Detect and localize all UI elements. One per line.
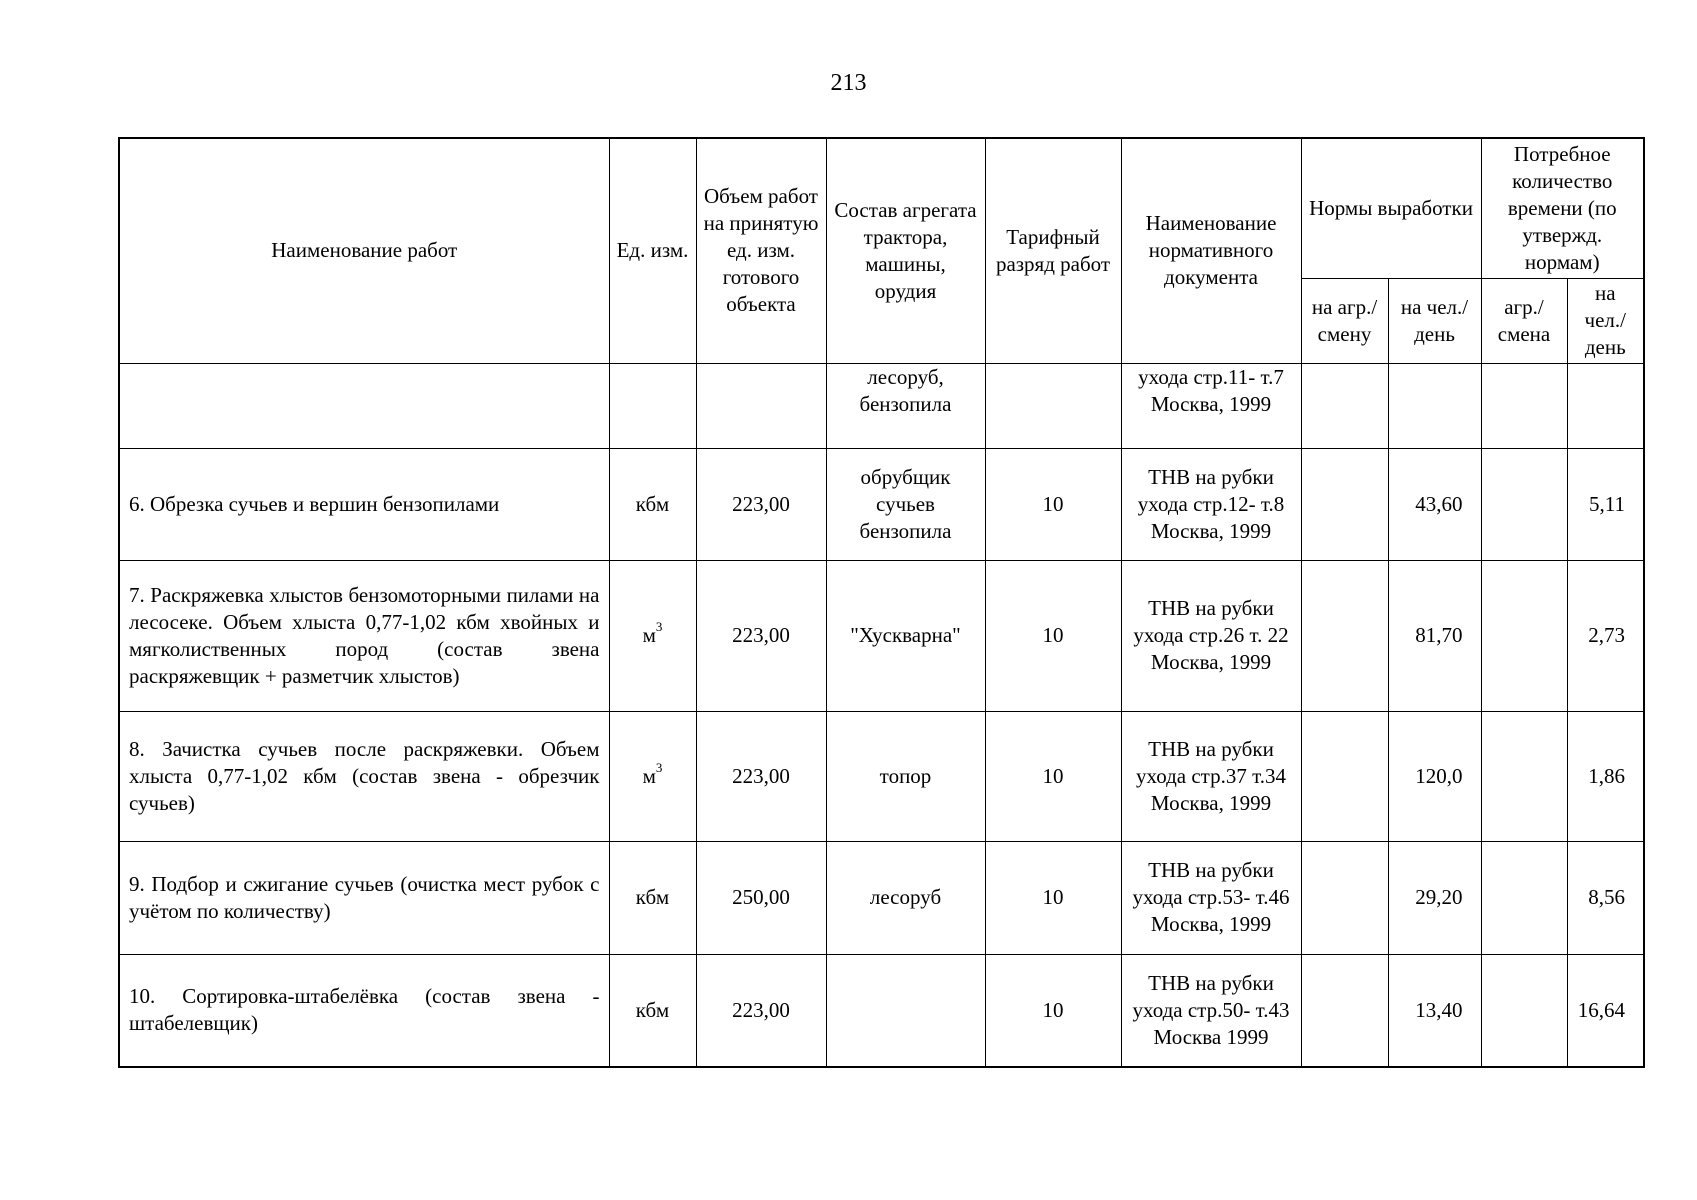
header-composition: Состав агрегата трактора, машины, орудия — [826, 138, 985, 363]
norm-person-cell: 81,70 — [1388, 560, 1481, 711]
table-row — [119, 711, 1644, 841]
volume-cell: 223,00 — [696, 954, 826, 1067]
volume-cell: 223,00 — [696, 560, 826, 711]
document-cell: ТНВ на рубки ухода стр.53- т.46 Москва, 1999 — [1121, 841, 1301, 954]
table-header — [119, 138, 1644, 363]
page-number: 213 — [830, 70, 867, 96]
work-name-cell: 9. Подбор и сжигание сучьев (очистка мест рубок с учётом по количеству) — [119, 841, 609, 954]
time-agr-cell — [1481, 711, 1567, 841]
time-agr-cell — [1481, 363, 1567, 448]
work-norms-table — [118, 137, 1645, 1068]
volume-cell: 223,00 — [696, 448, 826, 560]
time-agr-cell — [1481, 560, 1567, 711]
composition-cell: лесоруб, бензопила — [826, 363, 985, 448]
header-work-name: Наименование работ — [119, 138, 609, 363]
norm-person-cell: 43,60 — [1388, 448, 1481, 560]
unit-cell — [609, 841, 696, 954]
header-norms: Нормы выработки — [1301, 138, 1481, 278]
time-person-cell: 1,86 — [1567, 711, 1644, 841]
header-time-needed: Потребное количество времени (по утвержд. нормам) — [1481, 138, 1644, 278]
tariff-cell — [985, 363, 1121, 448]
time-agr-cell — [1481, 841, 1567, 954]
tariff-cell: 10 — [985, 448, 1121, 560]
unit-text: кбм — [635, 491, 670, 516]
volume-cell — [696, 363, 826, 448]
time-person-cell: 2,73 — [1567, 560, 1644, 711]
norm-person-cell: 29,20 — [1388, 841, 1481, 954]
table-row — [119, 841, 1644, 954]
norm-agr-cell — [1301, 448, 1388, 560]
document-cell: ТНВ на рубки ухода стр.37 т.34 Москва, 1999 — [1121, 711, 1301, 841]
unit-exponent: 3 — [655, 619, 663, 634]
unit-cell — [609, 448, 696, 560]
composition-cell — [826, 954, 985, 1067]
time-person-cell: 5,11 — [1567, 448, 1644, 560]
work-name-cell: 10. Сортировка-штабелёвка (состав звена - штабелевщик) — [119, 954, 609, 1067]
header-norms-agr: на агр./ смену — [1301, 278, 1388, 363]
norm-agr-cell — [1301, 560, 1388, 711]
table-row — [119, 448, 1644, 560]
composition-cell: топор — [826, 711, 985, 841]
time-person-cell: 8,56 — [1567, 841, 1644, 954]
time-agr-cell — [1481, 448, 1567, 560]
composition-cell: лесоруб — [826, 841, 985, 954]
header-volume: Объем работ на принятую ед. изм. готового объекта — [696, 138, 826, 363]
header-time-person: на чел./ день — [1567, 278, 1644, 363]
volume-cell: 250,00 — [696, 841, 826, 954]
tariff-cell: 10 — [985, 954, 1121, 1067]
norm-person-cell: 13,40 — [1388, 954, 1481, 1067]
document-cell: ухода стр.11- т.7 Москва, 1999 — [1121, 363, 1301, 448]
unit-text: м — [642, 623, 656, 647]
norm-person-cell: 120,0 — [1388, 711, 1481, 841]
header-document: Наименование нормативного документа — [1121, 138, 1301, 363]
composition-cell: "Хускварна" — [826, 560, 985, 711]
time-person-cell: 16,64 — [1567, 954, 1644, 1067]
tariff-cell: 10 — [985, 560, 1121, 711]
tariff-cell: 10 — [985, 711, 1121, 841]
table-row — [119, 560, 1644, 711]
norm-agr-cell — [1301, 363, 1388, 448]
unit-cell — [609, 954, 696, 1067]
work-name-cell: 7. Раскряжевка хлыстов бензомоторными пилами на лесосеке. Объем хлыста 0,77-1,02 кбм хвойных и мягколиственных пород (состав звена раскряжевщик + разметчик хлыстов) — [119, 560, 609, 711]
unit-cell — [609, 711, 696, 841]
time-agr-cell — [1481, 954, 1567, 1067]
document-cell: ТНВ на рубки ухода стр.50- т.43 Москва 1999 — [1121, 954, 1301, 1067]
norm-agr-cell — [1301, 954, 1388, 1067]
norm-agr-cell — [1301, 841, 1388, 954]
unit-exponent: 3 — [655, 759, 663, 775]
time-person-cell — [1567, 363, 1644, 448]
composition-cell: обрубщик сучьев бензопила — [826, 448, 985, 560]
unit-text: кбм — [635, 885, 670, 909]
norm-person-cell — [1388, 363, 1481, 448]
header-time-agr: агр./ смена — [1481, 278, 1567, 363]
work-name-cell — [119, 363, 609, 448]
unit-text: кбм — [635, 997, 670, 1022]
norm-agr-cell — [1301, 711, 1388, 841]
table-row — [119, 363, 1644, 448]
table-row — [119, 954, 1644, 1067]
table-body — [119, 363, 1644, 1067]
header-tariff: Тарифный разряд работ — [985, 138, 1121, 363]
unit-cell — [609, 560, 696, 711]
unit-text: м — [642, 763, 656, 788]
work-name-cell: 6. Обрезка сучьев и вершин бензопилами — [119, 448, 609, 560]
volume-cell: 223,00 — [696, 711, 826, 841]
unit-cell — [609, 363, 696, 448]
tariff-cell: 10 — [985, 841, 1121, 954]
work-name-cell: 8. Зачистка сучьев после раскряжевки. Объем хлыста 0,77-1,02 кбм (состав звена - обрезчик сучьев) — [119, 711, 609, 841]
document-cell: ТНВ на рубки ухода стр.12- т.8 Москва, 1999 — [1121, 448, 1301, 560]
header-unit: Ед. изм. — [609, 138, 696, 363]
header-norms-person: на чел./ день — [1388, 278, 1481, 363]
document-cell: ТНВ на рубки ухода стр.26 т. 22 Москва, 1999 — [1121, 560, 1301, 711]
